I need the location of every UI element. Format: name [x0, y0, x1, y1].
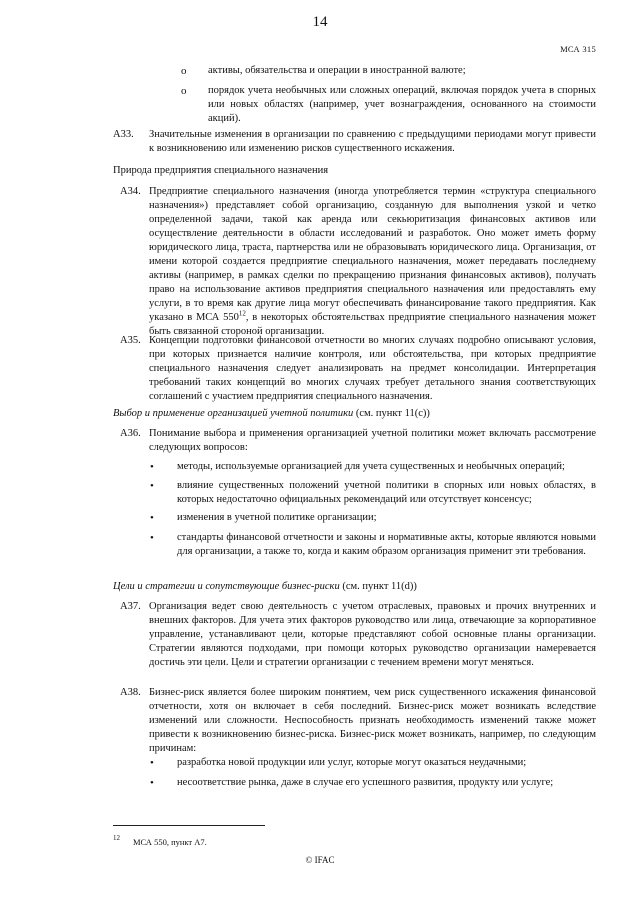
paragraph-a35: Концепции подготовки финансовой отчетности во многих случаях подробно описывают условия, при которых признается наличие контроля, или обстоятельства, при которых предприятие специального назначения следует анализировать на предмет консолидации. Интерпретация требований таких концепций во многих случаях требует детального знания соответствующих соглашений с участием предприятия специального назначения. — [149, 335, 596, 402]
list-item: несоответствие рынка, даже в случае его успешного развития, продукту или услуге; — [177, 777, 554, 788]
paragraph-label: A35. — [120, 335, 141, 346]
bullet-marker: • — [150, 480, 154, 492]
bullet-marker: • — [150, 532, 154, 544]
list-item: влияние существенных положений учетной политики в спорных или новых областях, в которых недостаточно официальных рекомендаций или отсутствует консенсус; — [177, 480, 596, 505]
paragraph-label: A34. — [120, 186, 141, 197]
list-item: активы, обязательства и операции в иностранной валюте; — [208, 65, 466, 76]
section-heading: Выбор и применение организацией учетной политики (см. пункт 11(c)) — [113, 408, 430, 419]
section-heading: Природа предприятия специального назначения — [113, 165, 329, 176]
list-marker: o — [181, 85, 187, 97]
list-item: порядок учета необычных или сложных операций, включая порядок учета в спорных или новых областях (например, учет вознаграждения, основанного на стоимости акций). — [208, 85, 596, 124]
paragraph-label: A38. — [120, 687, 141, 698]
page-number: 14 — [312, 14, 328, 30]
paragraph-a34: Предприятие специального назначения (иногда употребляется термин «структура специального назначения») представляет собой организацию, созданную для выполнения узкой и четко определенной задачи, такой как аренда или секьюритизация финансовых активов или осуществление деятельности в области исследований и разработок. Оно может иметь форму юридического лица, траста, партнерства или не образовывать юридического лица. Организация, от имени которой создается предприятие специального назначения, может передавать последнему активы (например, в рамках сделки по прекращению признания финансовых активов), получать право на использование активов предприятия специального назначения или предоставлять ему услуги, в то время как другие лица могут обеспечивать финансирование такого предприятия. Как указано в МСА $550^{12}$, в некоторых обстоятельствах предприятие специального назначения может быть связанной стороной организации. — [149, 186, 596, 337]
paragraph-label: A37. — [120, 601, 141, 612]
paragraph-a38: Бизнес-риск является более широким понятием, чем риск существенного искажения финансовой отчетности, хотя он включает в себя последний. Бизнес-риск может возникать вследствие изменений или сложности. Неспособность признать необходимость изменений также может привести к возникновению бизнес-риска. Бизнес-риск может возникать, например, по следующим причинам: — [149, 687, 596, 754]
list-item: разработка новой продукции или услуг, которые могут оказаться неудачными; — [177, 757, 527, 768]
footnote-text: МСА 550, пункт A7. — [133, 837, 207, 847]
paragraph-a33: Значительные изменения в организации по сравнению с предыдущими периодами могут привести к возникновению или изменению рисков существенного искажения. — [149, 129, 596, 154]
paragraph-label: A36. — [120, 428, 141, 439]
list-item: методы, используемые организацией для учета существенных и необычных операций; — [177, 461, 565, 472]
page-footer: © IFAC — [305, 855, 335, 865]
list-marker: o — [181, 65, 187, 77]
paragraph-a37: Организация ведет свою деятельность с учетом отраслевых, правовых и прочих внутренних и внешних факторов. Для учета этих факторов руководство или лица, отвечающие за корпоративное управление, устанавливают цели, которые представляют собой основные планы организации. Стратегии являются подходами, при помощи которых руководство организации намеревается достичь эти цели. Цели и стратегии организации с течением времени могут меняться. — [149, 601, 596, 668]
paragraph-label: A33. — [113, 129, 134, 140]
bullet-marker: • — [150, 461, 154, 473]
list-item: стандарты финансовой отчетности и законы и нормативные акты, которые являются новыми для организации, а также то, когда и каким образом организация применит эти требования. — [177, 532, 596, 557]
paragraph-a36: Понимание выбора и применения организацией учетной политики может включать рассмотрение следующих вопросов: — [149, 428, 596, 453]
footnote-divider — [113, 825, 265, 826]
footnote-ref: 12 — [238, 309, 246, 318]
bullet-marker: • — [150, 777, 154, 789]
list-item: изменения в учетной политике организации; — [177, 512, 377, 523]
section-heading: Цели и стратегии и сопутствующие бизнес-риски (см. пункт 11(d)) — [113, 581, 417, 592]
footnote-number: 12 — [113, 834, 120, 842]
document-code: МСА 315 — [560, 44, 596, 54]
bullet-marker: • — [150, 512, 154, 524]
bullet-marker: • — [150, 757, 154, 769]
